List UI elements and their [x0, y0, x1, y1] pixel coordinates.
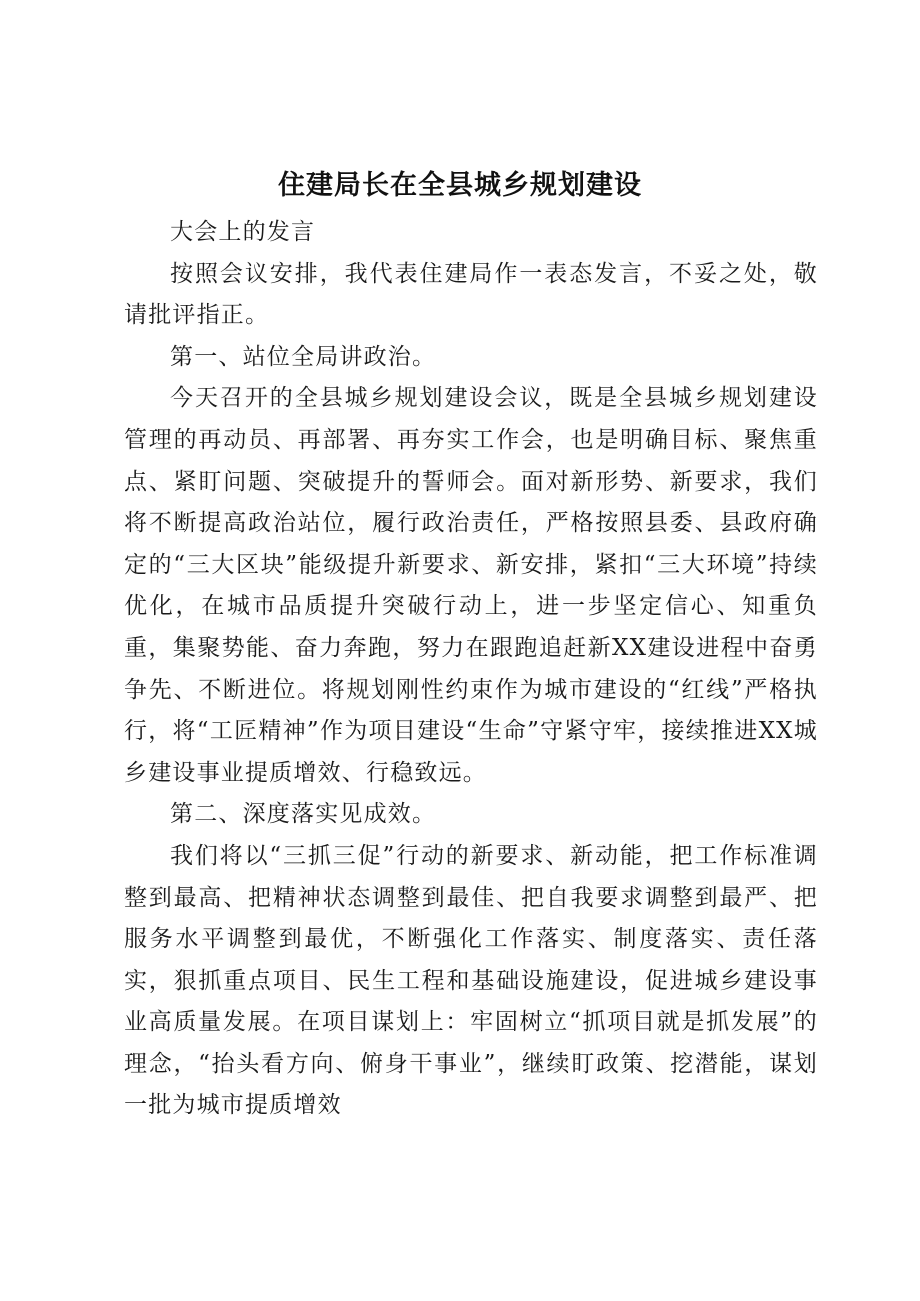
paragraph-section-2: 我们将以“三抓三促”行动的新要求、新动能，把工作标准调整到最高、把精神状态调整到最佳、把自我要求调整到最严、把服务水平调整到最优，不断强化工作落实、制度落实、责任落实，狠抓重点项目、民生工程和基础设施建设，促进城乡建设事业高质量发展。在项目谋划上：牢固树立“抓项目就是抓发展”的理念，“抬头看方向、俯身干事业”，继续盯政策、挖潜能，谋划一批为城市提质增效	[124, 842, 818, 1119]
document-body	[124, 212, 818, 1127]
section-heading-2: 第二、深度落实见成效。	[170, 801, 437, 828]
paragraph-opening: 按照会议安排，我代表住建局作一表态发言，不妥之处，敬请批评指正。	[124, 260, 818, 329]
paragraph-section-1: 今天召开的全县城乡规划建设会议，既是全县城乡规划建设管理的再动员、再部署、再夯实工作会，也是明确目标、聚焦重点、紧盯问题、突破提升的誓师会。面对新形势、新要求，我们将不断提高政治站位，履行政治责任，严格按照县委、县政府确定的“三大区块”能级提升新要求、新安排，紧扣“三大环境”持续优化，在城市品质提升突破行动上，进一步坚定信心、知重负重，集聚势能、奋力奔跑，努力在跟跑追赶新XX建设进程中奋勇争先、不断进位。将规划刚性约束作为城市建设的“红线”严格执行，将“工匠精神”作为项目建设“生命”守紧守牢，接续推进XX城乡建设事业提质增效、行稳致远。	[124, 385, 818, 786]
document-title: 住建局长在全县城乡规划建设	[278, 170, 642, 201]
section-heading-1: 第一、站位全局讲政治。	[170, 343, 437, 370]
paragraph-title-continuation: 大会上的发言	[170, 219, 316, 245]
